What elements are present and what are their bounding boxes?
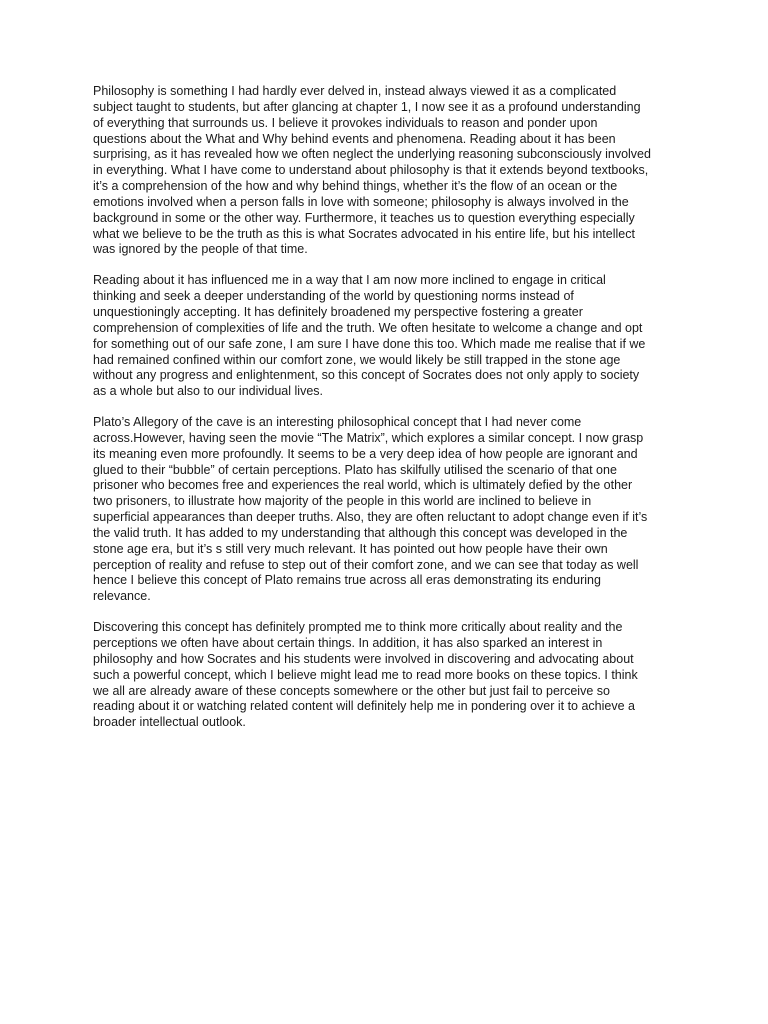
text-line: perceptions we often have about certain things. In addition, it has also sparked an interest in bbox=[93, 636, 603, 650]
text-line: it’s a comprehension of the how and why behind things, whether it’s the flow of an ocean or the bbox=[93, 179, 618, 194]
text-line: the valid truth. It has added to my understanding that although this concept was developed in the bbox=[93, 525, 628, 540]
text-line: subject taught to students, but after glancing at chapter 1, I now see it as a profound understanding bbox=[93, 99, 641, 114]
text-line: Discovering this concept has definitely prompted me to think more critically about reality and the bbox=[93, 620, 623, 635]
text-line: questions about the What and Why behind events and phenomena. Reading about it has been bbox=[93, 131, 616, 146]
text-line: philosophy and how Socrates and his students were involved in discovering and advocating about bbox=[93, 651, 634, 666]
text-line: we all are already aware of these concepts somewhere or the other but just fail to perceive so bbox=[93, 683, 610, 698]
text-line: of everything that surrounds us. I believe it provokes individuals to reason and ponder upon bbox=[93, 115, 598, 130]
paragraph-2 bbox=[93, 273, 673, 400]
paragraph-1 bbox=[93, 84, 673, 258]
text-line: Philosophy is something I had hardly ever delved in, instead always viewed it as a complicated bbox=[93, 84, 617, 98]
text-line: what we believe to be the truth as this is what Socrates advocated in his entire life, but his intellect bbox=[93, 226, 635, 241]
text-line: without any progress and enlightenment, so this concept of Socrates does not only apply to society bbox=[93, 368, 640, 383]
text-line: its meaning even more profoundly. It seems to be a very deep idea of how people are ignorant and bbox=[93, 446, 638, 461]
document-body bbox=[93, 84, 673, 746]
text-line: such a powerful concept, which I believe might lead me to read more books on these topics. I think bbox=[93, 667, 638, 682]
text-line: in everything. What I have come to understand about philosophy is that it extends beyond textbooks, bbox=[93, 163, 649, 178]
text-line: Reading about it has influenced me in a way that I am now more inclined to engage in critical bbox=[93, 273, 606, 288]
text-line: stone age era, but it’s s still very much relevant. It has pointed out how people have their own bbox=[93, 541, 608, 556]
text-line: had remained confined within our comfort zone, we would likely be still trapped in the stone age bbox=[93, 352, 621, 367]
text-line: perception of reality and refuse to step out of their comfort zone, and we can see that today as well bbox=[93, 557, 639, 572]
text-line: broader intellectual outlook. bbox=[93, 715, 246, 730]
text-line: glued to their “bubble” of certain perceptions. Plato has skilfully utilised the scenario of that one bbox=[93, 462, 617, 477]
paragraph-3 bbox=[93, 415, 673, 605]
text-line: relevance. bbox=[93, 589, 151, 604]
text-line: prisoner who becomes free and experiences the real world, which is ultimately defied by the other bbox=[93, 478, 633, 493]
text-line: Plato’s Allegory of the cave is an interesting philosophical concept that I had never come bbox=[93, 415, 582, 430]
paragraph-4 bbox=[93, 620, 673, 731]
text-line: unquestioningly accepting. It has definitely broadened my perspective fostering a greater bbox=[93, 304, 583, 319]
text-line: as a whole but also to our individual lives. bbox=[93, 384, 323, 399]
text-line: comprehension of complexities of life and the truth. We often hesitate to welcome a change and opt bbox=[93, 320, 643, 335]
text-line: across.However, having seen the movie “The Matrix”, which explores a similar concept. I now grasp bbox=[93, 430, 644, 445]
text-line: was ignored by the people of that time. bbox=[93, 242, 308, 257]
text-line: surprising, as it has revealed how we often neglect the underlying reasoning subconsciously involved bbox=[93, 147, 651, 162]
text-line: two prisoners, to illustrate how majority of the people in this world are inclined to believe in bbox=[93, 494, 592, 509]
text-line: reading about it or watching related content will definitely help me in pondering over it to achieve a bbox=[93, 699, 635, 714]
text-line: emotions involved when a person falls in love with someone; philosophy is always involved in the bbox=[93, 194, 629, 209]
text-line: hence I believe this concept of Plato remains true across all eras demonstrating its enduring bbox=[93, 573, 601, 588]
text-line: superficial appearances than deeper truths. Also, they are often reluctant to adopt change even if it’s bbox=[93, 510, 648, 525]
text-line: background in some or the other way. Furthermore, it teaches us to question everything especially bbox=[93, 210, 635, 225]
text-line: for something out of our safe zone, I am sure I have done this too. Which made me realise that if we bbox=[93, 336, 646, 351]
text-line: thinking and seek a deeper understanding of the world by questioning norms instead of bbox=[93, 289, 574, 304]
